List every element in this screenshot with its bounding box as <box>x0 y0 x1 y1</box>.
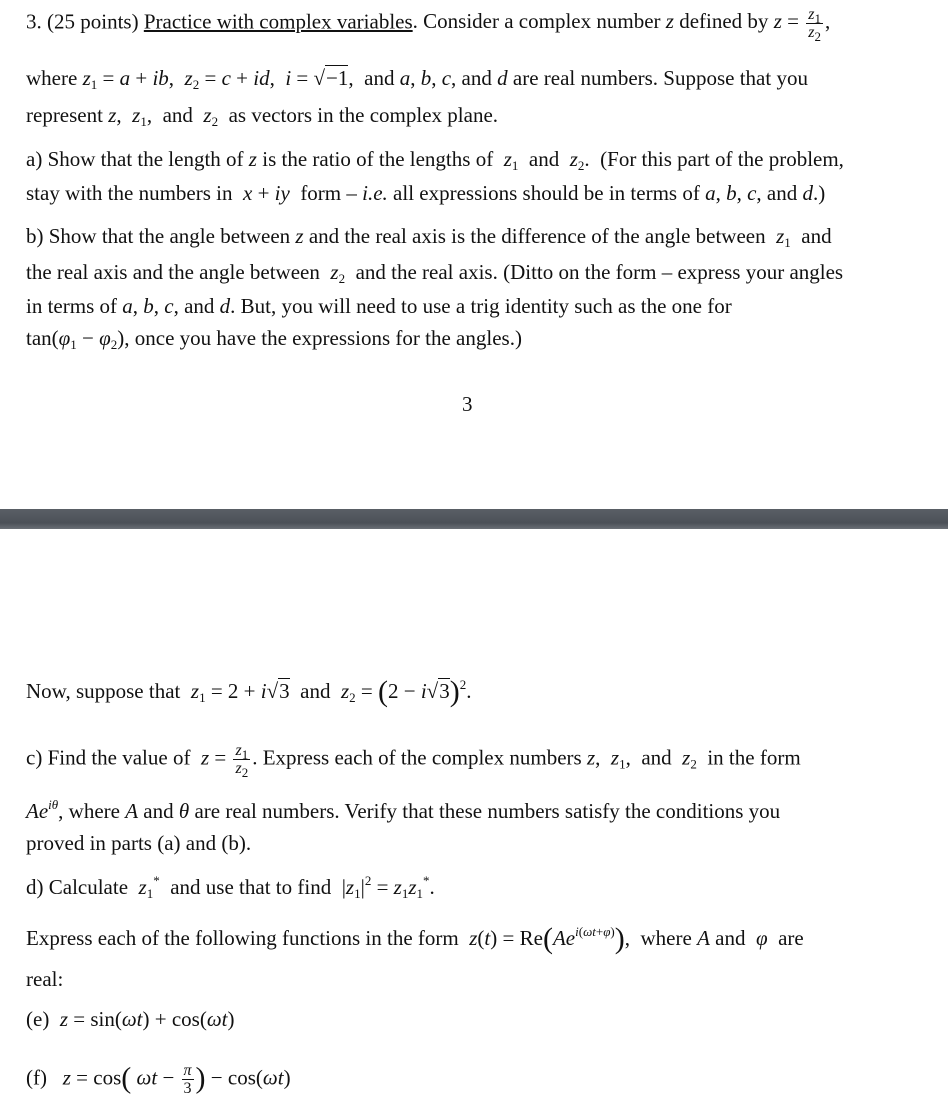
problem-header-line <box>26 6 831 44</box>
problem-line-3: represent z, $z_1$, and $z_2$ as vectors in the complex plane. <box>26 103 499 129</box>
page-divider <box>0 509 948 529</box>
part-b-line-2: the real axis and the angle between $z_2$ and the real axis. (Ditto on the form – express your angles <box>26 260 844 286</box>
part-d-line: d) Calculate $z_1^*$ and use that to find $|z_1|^2 = z_1z_1^*$. <box>26 873 435 901</box>
part-b-line-1: b) Show that the angle between z and the real axis is the difference of the angle between $z_1$ and <box>26 224 832 250</box>
part-a-line-1: a) Show that the length of z is the ratio of the lengths of $z_1$ and $z_2$. (For this part of the problem, <box>26 147 844 173</box>
part-b-line-4: $\tan(\varphi_1 - \varphi_2)$, once you have the expressions for the angles.) <box>26 326 522 352</box>
part-b-line-3: in terms of a, b, c, and d. But, you will need to use a trig identity such as the one for <box>26 294 732 318</box>
problem-line-2: where $z_1 = a$ + ib, $z_2 = c$ + id, i = √−1, and a, b, c, and d are real numbers. Suppose that you <box>26 66 808 92</box>
part-c-line-2: $Ae^{i\theta}$, where A and θ are real numbers. Verify that these numbers satisfy the conditions you <box>26 797 781 823</box>
problem-intro: . Consider a complex number z defined by z = $\frac{z_1}{z_2}$ , <box>412 6 831 44</box>
part-e-line: (e) z = sin(ωt) + cos(ωt) <box>26 1007 235 1031</box>
real-line: real: <box>26 967 64 991</box>
part-c-line-3: proved in parts (a) and (b). <box>26 831 252 855</box>
express-line: Express each of the following functions in the form $z(t) = Re(Ae^{i(\omega t+\varphi)})$, where A and φ are <box>26 922 804 955</box>
problem-title: Practice with complex variables <box>143 9 413 34</box>
part-f-line: (f) z = cos( ωt − $\frac{\pi}{3}$ ) − cos(ωt) <box>26 1061 291 1097</box>
problem-header: 3. (25 points) <box>26 9 144 34</box>
part-a-line-2: stay with the numbers in x + iy form – i.e. all expressions should be in terms of a, b, c, and d.) <box>26 181 826 205</box>
page-number: 3 <box>462 392 473 416</box>
now-suppose-line: Now, suppose that $z_1 = 2 + i√3$ and $z_2 = (2 - i√3)^2$. <box>26 675 472 708</box>
part-c-line-1: c) Find the value of z = $\frac{z_1}{z_2}$ . Express each of the complex numbers z, $z_1$, and $z_2$ in the form <box>26 742 801 780</box>
